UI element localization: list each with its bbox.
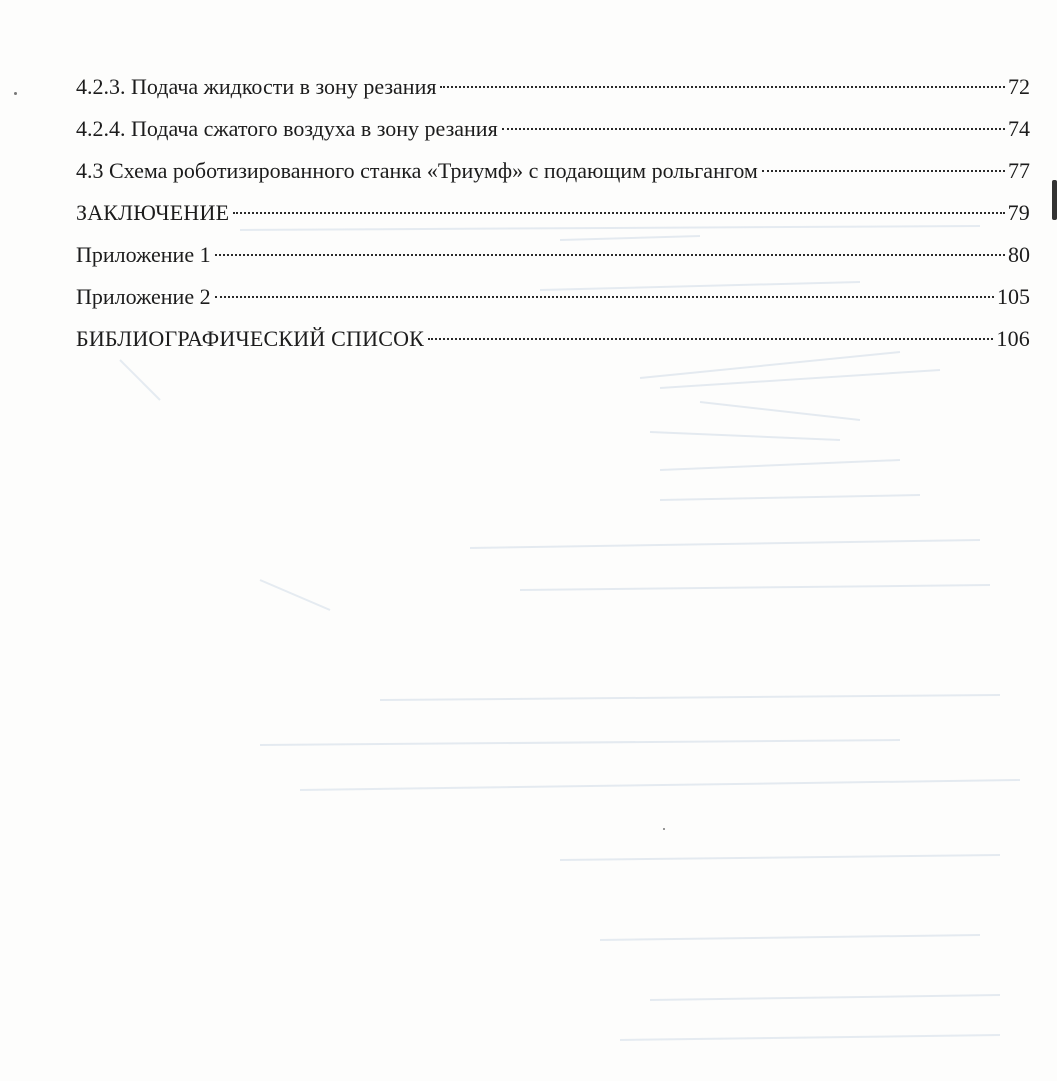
scan-speck [14, 92, 17, 95]
toc-dot-leader [428, 338, 993, 340]
toc-dot-leader [440, 86, 1005, 88]
toc-dot-leader [215, 254, 1005, 256]
toc-entry-page: 106 [996, 326, 1030, 351]
toc-entry-appendix-1 [76, 234, 1030, 276]
toc-entry-label: ЗАКЛЮЧЕНИЕ [76, 200, 230, 225]
toc-entry-page: 105 [997, 284, 1030, 309]
toc-entry-label: 4.2.3. Подача жидкости в зону резания [76, 74, 437, 99]
toc-entry-page: 72 [1008, 74, 1030, 99]
toc-entry-4-3 [76, 150, 1030, 192]
toc-entry-4-2-3 [76, 66, 1030, 108]
toc-entry-bibliography [76, 318, 1030, 360]
scan-speck [663, 828, 665, 830]
toc-dot-leader [502, 128, 1005, 130]
toc-entry-label: 4.3 Схема роботизированного станка «Триумф» с подающим рольгангом [76, 158, 758, 183]
scan-speck [1052, 180, 1057, 220]
toc-entry-4-2-4 [76, 108, 1030, 150]
toc-dot-leader [762, 170, 1005, 172]
toc-entry-label: 4.2.4. Подача сжатого воздуха в зону резания [76, 116, 498, 141]
toc-entry-label: Приложение 2 [76, 284, 211, 309]
toc-dot-leader [233, 212, 1004, 214]
toc-dot-leader [215, 296, 994, 298]
toc-entry-page: 77 [1008, 158, 1030, 183]
table-of-contents [76, 66, 1030, 360]
toc-entry-page: 79 [1007, 200, 1030, 225]
toc-entry-label: Приложение 1 [76, 242, 211, 267]
toc-entry-appendix-2 [76, 276, 1030, 318]
toc-entry-page: 74 [1008, 116, 1030, 141]
toc-entry-page: 80 [1008, 242, 1030, 267]
toc-entry-label: БИБЛИОГРАФИЧЕСКИЙ СПИСОК [76, 326, 425, 351]
toc-entry-conclusion [76, 192, 1030, 234]
